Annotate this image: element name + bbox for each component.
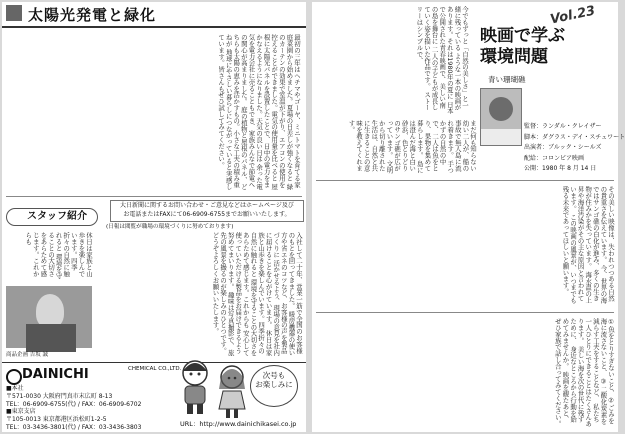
article-column: 余った電気を電力会社に売ることもでき、家族みんなで節電への関心が高まりました。: [239, 34, 264, 190]
feature-title: [480, 26, 565, 68]
body-column: この映画の風景が、いつまでも残る未来であってほしいと願います。: [561, 186, 578, 304]
photo-caption: 商品企画 吉坂 誠: [6, 352, 48, 358]
staff-photo: [6, 286, 92, 348]
staff-body: [98, 232, 302, 358]
staff-column: 休日は家族と山歩きを楽しんでいます。四季折々の自然に触れると: [249, 232, 273, 356]
movie-poster: [480, 88, 522, 146]
staff-column: 休日は家族と山歩きを楽しんでいます。四季折々の自然に触れると: [54, 232, 93, 277]
company-url[interactable]: URL：http://www.dainichikasei.co.jp: [180, 420, 297, 428]
movie-credits: 監督：ランダル・クレイザー 脚本：ダグラス・デイ・スチュワート 出演者：ブルック・シールズ 配給：コロンビア映画 公開：1980 年 8 月 14 日: [524, 123, 625, 172]
volume-badge: Vol.23: [548, 3, 597, 28]
staff-column: 環境を守ることの大切さをあらためて感じます。これからも: [241, 232, 258, 356]
feature-title-line: 環境問題: [480, 47, 548, 67]
article-column: 地球にやさしい暮らしにつながっていると実感しています。皆さんもぜひ試してみてください。: [217, 34, 233, 190]
company-logo-icon: [6, 369, 22, 385]
next-issue-bubble: 次号も お楽しみに: [250, 365, 298, 407]
article-column: 庭の植物と屋根のパネル、どちらも太陽の恵みを活かすもの。小さな工夫の積み重ねが: [224, 34, 248, 190]
girl-mascot-icon: [217, 363, 247, 419]
notice-line: 大日新聞に関するお問い合わせ・ご意見などはホームページ及び: [120, 202, 294, 209]
body-column: まだ何も知らない幼い二人が、船の事故で無人島に流れ着きます。: [446, 120, 477, 172]
article-body: [8, 34, 300, 190]
body-column: 身近なところから行動を始めてみませんか。: [561, 318, 578, 423]
boy-mascot-icon: [177, 359, 213, 415]
body-upper: [318, 120, 476, 176]
staff-column: 趣味は写真撮影で、旅先の風景を撮るのが楽しみのひとつです。: [219, 232, 235, 356]
staff-body-short: [6, 232, 92, 282]
body-column: 海水温の上昇や海洋汚染がその主な原因と言われています。: [569, 186, 593, 304]
body-column: 文明から切り離された生活は、自然と共に生きることの意味を教えてくれます。: [347, 120, 394, 174]
body-column: 映画を観たあと、ぜひ家族で話し合ってみてください。: [553, 318, 570, 427]
divider: [6, 196, 302, 197]
body-middle: [318, 186, 614, 306]
body-column: 私たち一人ひとりにできることはたくさんあります。: [576, 318, 600, 427]
staff-column: 活かせるよう、現場の意見を社内に届けることを心がけています。: [264, 232, 281, 356]
divider: [316, 312, 614, 313]
movie-name: 青い珊瑚礁: [488, 75, 526, 84]
intro-column: 日本で公開された青春映画で、美しい南の島を舞台に: [430, 6, 454, 114]
staff-subnote: (日報は閲覧が職場の環境づくりに努めております): [106, 224, 234, 230]
body-column: 美しい海を次の世代に残すために、: [569, 318, 585, 423]
intro-body: [318, 6, 468, 114]
notice-line: お電話またはFAXにて06-6909-6755までお願いいたします。: [123, 211, 291, 218]
intro-column: ストーリーはシンプルで、: [415, 6, 432, 111]
divider: [316, 180, 614, 181]
intro-column: ような一本の映画があります。それは1980年の夏に: [445, 6, 462, 111]
staff-column: 入社して二十年、営業一筋で全国のお客様のもとを回ってきました。: [287, 232, 303, 354]
company-logo: DAINICHI: [22, 367, 89, 382]
header-bar: [2, 2, 306, 28]
staff-column: 暖房機器の使い方や省エネのコツなど、お客様の声を製品づくりに: [272, 232, 296, 356]
photo-face: [36, 294, 64, 328]
body-column: ①魚をとりすぎないこと、②ごみを海に流さないこと、: [599, 318, 615, 424]
staff-column: 安心して使っていただける製品をお届けできるよう努めてまいります。: [226, 232, 250, 356]
right-page: [312, 2, 625, 432]
body-column: 手つかずの自然の中で、二人は魚をとり、果物を集めて暮らします。: [415, 120, 455, 174]
contact-notice: [110, 200, 304, 222]
company-address: ■本社 〒571-0030 大阪府門真市末広町 8-13 TEL：06-6909-6755(代) / FAX：06-6909-6702 ■東京支店 〒105-0013 東京都港区浜松町1-2-5 TEL：03-3436-3801(代) / FAX：03-3436-3803: [6, 385, 142, 431]
body-lower: [318, 318, 614, 428]
body-column: 島には澄んだ海と白い砂浜、色とりどりのサンゴ礁が広がっています。: [385, 120, 424, 174]
article-column: 屋根に太陽光パネルを設置したことで、日中の電力をまかなえるようになりました。天気の良い日は: [255, 34, 279, 190]
intro-column: 二人の子どもが成長していく姿を描いた作品です。: [423, 6, 439, 111]
staff-heading: [6, 208, 106, 224]
staff-heading-label: スタッフ紹介: [6, 208, 98, 226]
article-column: 最初の三年はヘチマやゴーヤ、ミニトマトを育てる家庭菜園から始めました。夏場の日差しが強くなると: [285, 34, 301, 188]
page-title: 太陽光発電と緑化: [28, 6, 157, 24]
staff-column: 環境を守ることの大切さをあらためて感じます。これからも: [24, 232, 63, 279]
poster-title-band: [481, 129, 521, 145]
company-footer: [2, 362, 306, 433]
body-column: 今、世界の海ではサンゴ礁の白化が進み、多くの生き物が住みかを失っています。: [584, 186, 608, 304]
staff-column: どうぞよろしくお願いいたします。: [211, 232, 220, 335]
poster-art: [489, 97, 513, 121]
photo-body: [26, 324, 76, 352]
company-logo-sub: CHEMICAL CO.,LTD.: [128, 366, 182, 372]
article-column: 緑のカーテンの効果で室温が下がり、エアコンの使用を控えることができました。電気の使用量を比べると: [270, 34, 294, 190]
body-column: ③二酸化炭素を減らす工夫をすることなど、: [591, 318, 608, 425]
feature-title-line: 映画で学ぶ: [480, 26, 565, 46]
sun-icon: [6, 5, 22, 21]
intro-column: 今でもずっと「自然の美しさ」と一緒に残っている: [453, 6, 469, 109]
body-column: その美しい映像は、失われつつある自然の貴重さを伝えています。: [599, 186, 615, 302]
left-page: [2, 2, 306, 432]
